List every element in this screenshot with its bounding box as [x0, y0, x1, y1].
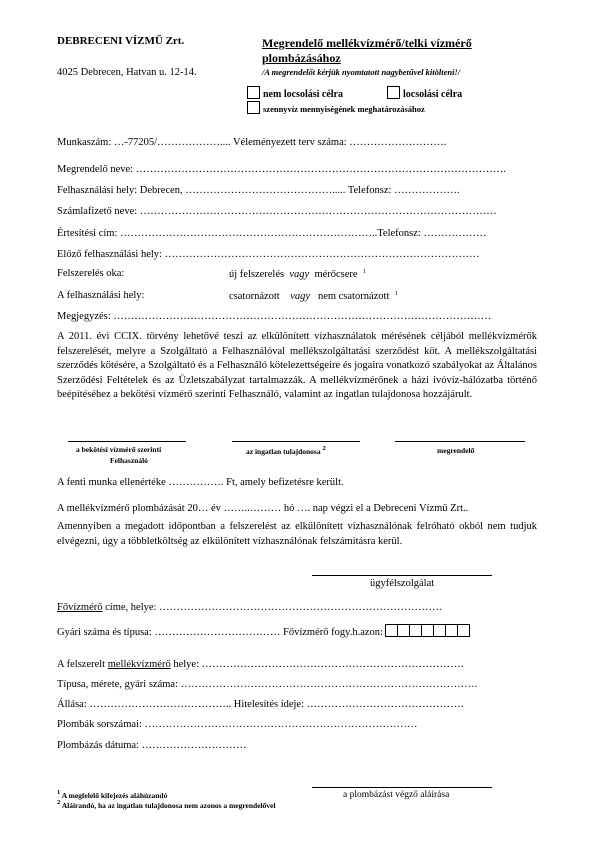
- company-name: DEBRECENI VÍZMŰ Zrt.: [57, 35, 185, 47]
- fovizmero-label: Fővízmérő: [57, 602, 103, 613]
- option-uj-felszereles[interactable]: új felszerelés: [229, 269, 285, 280]
- sig3-label: megrendelő: [437, 446, 475, 455]
- form-title-line2: plombázásához: [262, 51, 341, 65]
- option-nem-csatornazott[interactable]: nem csatornázott: [317, 291, 390, 302]
- field-elozo-hely[interactable]: Előző felhasználási hely: ………………………………………………………………………………: [57, 249, 480, 260]
- form-note: /A megrendelőt kérjük nyomtatott nagybetűvel kitölteni!/: [262, 67, 461, 77]
- sig1-label-line1: a bekötési vízmérő szerinti: [76, 445, 162, 454]
- option-szennyviz[interactable]: szennyvíz mennyiségének meghatározásához: [247, 101, 425, 114]
- field-megrendelo-neve[interactable]: Megrendelő neve: …………………………………………………………………………………………….: [57, 164, 506, 175]
- vagy-text-2: vagy: [290, 291, 311, 302]
- field-tipusa[interactable]: Típusa, mérete, gyári száma: ………………………………………………………………………….: [57, 679, 478, 690]
- signature-line-plombazo[interactable]: [312, 787, 492, 788]
- amennyiben-paragraph: Amennyiben a megadott időpontban a felszerelést az elkülönített vízhasználónak felróható okból nem tudjuk elvégezni, úgy a többletköltség az elkülönített vízhasználónak felszámításra kerül.: [57, 521, 537, 547]
- felszereles-oka-label: Felszerelés oka:: [57, 268, 125, 279]
- option-locsolasi[interactable]: locsolási célra: [387, 86, 462, 100]
- field-ellenertek[interactable]: A fenti munka ellenértéke ……………. Ft, amely befizetésre került.: [57, 477, 344, 488]
- field-munkaszam[interactable]: Munkaszám: …-77205/……………….... Véleményezett terv száma: ……………………….: [57, 137, 447, 148]
- signature-line-felhasznalo[interactable]: [68, 441, 186, 442]
- option-csatornazott[interactable]: csatornázott: [229, 291, 280, 302]
- sig1-label-line2: Felhasználó: [110, 456, 148, 465]
- field-mellekvizmero-helye[interactable]: A felszerelt mellékvízmérő helye: …………………………………………………………………: [57, 659, 465, 670]
- option-nem-locsolasi[interactable]: nem locsolási célra: [247, 86, 343, 100]
- field-szamlafizeto[interactable]: Számlafizető neve: …………………………………………………………………………………………: [57, 206, 497, 217]
- mellekvizmero-label: mellékvízmérő: [107, 659, 171, 670]
- checkbox-szennyviz[interactable]: [247, 101, 260, 114]
- sig2-label: az ingatlan tulajdonosa 2: [246, 445, 326, 456]
- felhasznalasi-hely-label: A felhasználási hely:: [57, 290, 145, 301]
- field-fovizmero-cime[interactable]: Fővízmérő címe, helye: ………………………………………………………………………: [57, 602, 443, 613]
- option-merocsere[interactable]: mérőcsere: [314, 269, 358, 280]
- checkbox-nem-locsolasi[interactable]: [247, 86, 260, 99]
- form-title-line1: Megrendelő mellékvízmérő/telki vízmérő: [262, 36, 472, 50]
- csatornazas-options[interactable]: [229, 290, 398, 302]
- signature-line-tulajdonos[interactable]: [232, 441, 360, 442]
- footnote-ref-1b: 1: [394, 290, 398, 297]
- field-felhasznalasi-hely[interactable]: Felhasználási hely: Debrecen, ……………………………………..... Telefonsz: ……………….: [57, 185, 460, 196]
- field-plombazas-datum[interactable]: A mellékvízmérő plombázását 20… év ……..……… hó …. nap végzi el a Debreceni Vízmű Zrt..: [57, 503, 469, 514]
- footnote-1: 1 A megfelelő kifejezés aláhúzandó: [57, 789, 168, 800]
- signature-line-megrendelo[interactable]: [395, 441, 525, 442]
- field-plombak-sorszamai[interactable]: Plombák sorszámai: ……………………………………………………………………: [57, 719, 418, 730]
- vagy-text: vagy: [289, 269, 310, 280]
- field-ertesitesi-cim[interactable]: Értesítési cím: ………………………………………………………………..Telefonsz: ………………: [57, 228, 487, 239]
- felszereles-options[interactable]: [229, 268, 366, 280]
- footnote-ref-2: 2: [322, 445, 326, 452]
- field-megjegyzes[interactable]: Megjegyzés: ………………………………………………………………………………………………: [57, 311, 492, 322]
- company-address: 4025 Debrecen, Hatvan u. 12-14.: [57, 67, 197, 78]
- ugyfelszolgalat-label: ügyfélszolgálat: [370, 578, 435, 589]
- field-gyari-szam[interactable]: Gyári száma és típusa: ……………………………… Fővízmérő fogy.h.azon:: [57, 624, 470, 640]
- fogy-hely-azonosito-boxes[interactable]: [386, 624, 470, 640]
- field-plombazas-datuma[interactable]: Plombázás dátuma: …………………………: [57, 740, 247, 751]
- checkbox-locsolasi[interactable]: [387, 86, 400, 99]
- field-allasa[interactable]: Állása: ………………………………….. Hitelesítés ideje: ………………………………………: [57, 699, 465, 710]
- plombazo-label: a plombázást végző aláírása: [343, 790, 450, 800]
- footnote-2: 2 Aláírandó, ha az ingatlan tulajdonosa nem azonos a megrendelővel: [57, 799, 276, 810]
- signature-line-ugyfelszolgalat[interactable]: [312, 575, 492, 576]
- legal-paragraph: A 2011. évi CCIX. törvény lehetővé teszi az elkülönített vízhasználatok mérésének céljából mellékvízmérők felszerelését, melyre a Szolgáltató a Felhasználóval mellékszolgáltatási szerződést köt. A mellékszolgáltatási szerződés kötésére, a Szolgáltató és a Felhasználó kötelezettségeire és jogaira vonatkozó szabályokat az Általános Szerződési Feltételek és az Üzletszabályzat tartalmazzák. A mellékvízmérőnek a házi ivóvíz-hálózatba történő beépítéséhez a bekötési vízmérő szerinti Felhasználó, valamint az ingatlan tulajdonosa hozzájárult.: [57, 331, 537, 401]
- footnote-ref-1: 1: [362, 268, 367, 275]
